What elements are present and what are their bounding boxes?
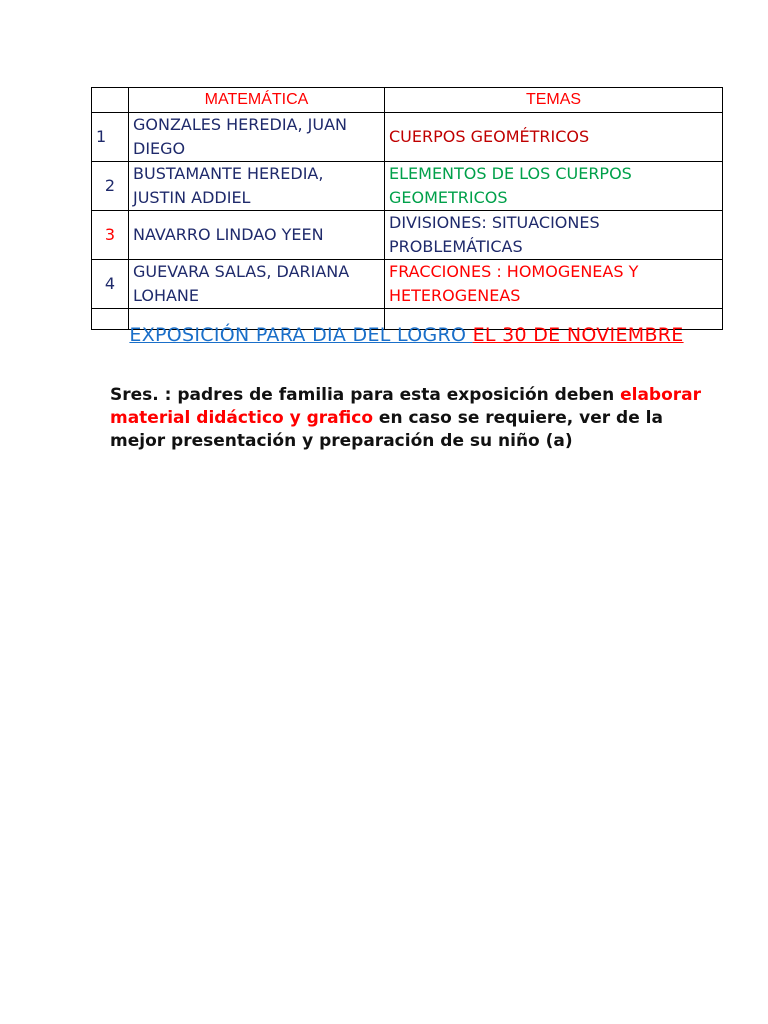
row-number: 1 — [92, 113, 129, 162]
note-intro: Sres. : padres de familia para esta exposición deben — [110, 385, 621, 405]
header-topics-cell: TEMAS — [385, 88, 723, 113]
student-name: NAVARRO LINDAO YEEN — [129, 211, 385, 260]
topic-cell: ELEMENTOS DE LOS CUERPOS GEOMETRICOS — [385, 162, 723, 211]
note-rest: en caso se requiere, ver de la mejor presentación y preparación de su niño (a) — [110, 408, 663, 451]
table-row — [92, 113, 723, 162]
exposition-heading — [91, 322, 722, 349]
topic-cell: FRACCIONES : HOMOGENEAS Y HETEROGENEAS — [385, 260, 723, 309]
row-number: 4 — [92, 260, 129, 309]
student-name: GUEVARA SALAS, DARIANA LOHANE — [129, 260, 385, 309]
table-row — [92, 162, 723, 211]
student-name: GONZALES HEREDIA, JUAN DIEGO — [129, 113, 385, 162]
topic-cell: DIVISIONES: SITUACIONES PROBLEMÁTICAS — [385, 211, 723, 260]
student-name: BUSTAMANTE HEREDIA, JUSTIN ADDIEL — [129, 162, 385, 211]
table-row — [92, 211, 723, 260]
topics-table — [91, 87, 723, 330]
table-row — [92, 260, 723, 309]
note-highlight: elaborar material didáctico y grafico — [110, 385, 702, 428]
topic-cell: CUERPOS GEOMÉTRICOS — [385, 113, 723, 162]
heading-title: EXPOSICIÓN PARA DIA DEL LOGRO — [129, 324, 473, 346]
parents-note — [110, 384, 710, 453]
row-number: 3 — [92, 211, 129, 260]
heading-date: EL 30 DE NOVIEMBRE — [472, 324, 684, 346]
row-number: 2 — [92, 162, 129, 211]
header-num-cell — [92, 88, 129, 113]
table-header-row — [92, 88, 723, 113]
header-subject-cell: MATEMÁTICA — [129, 88, 385, 113]
